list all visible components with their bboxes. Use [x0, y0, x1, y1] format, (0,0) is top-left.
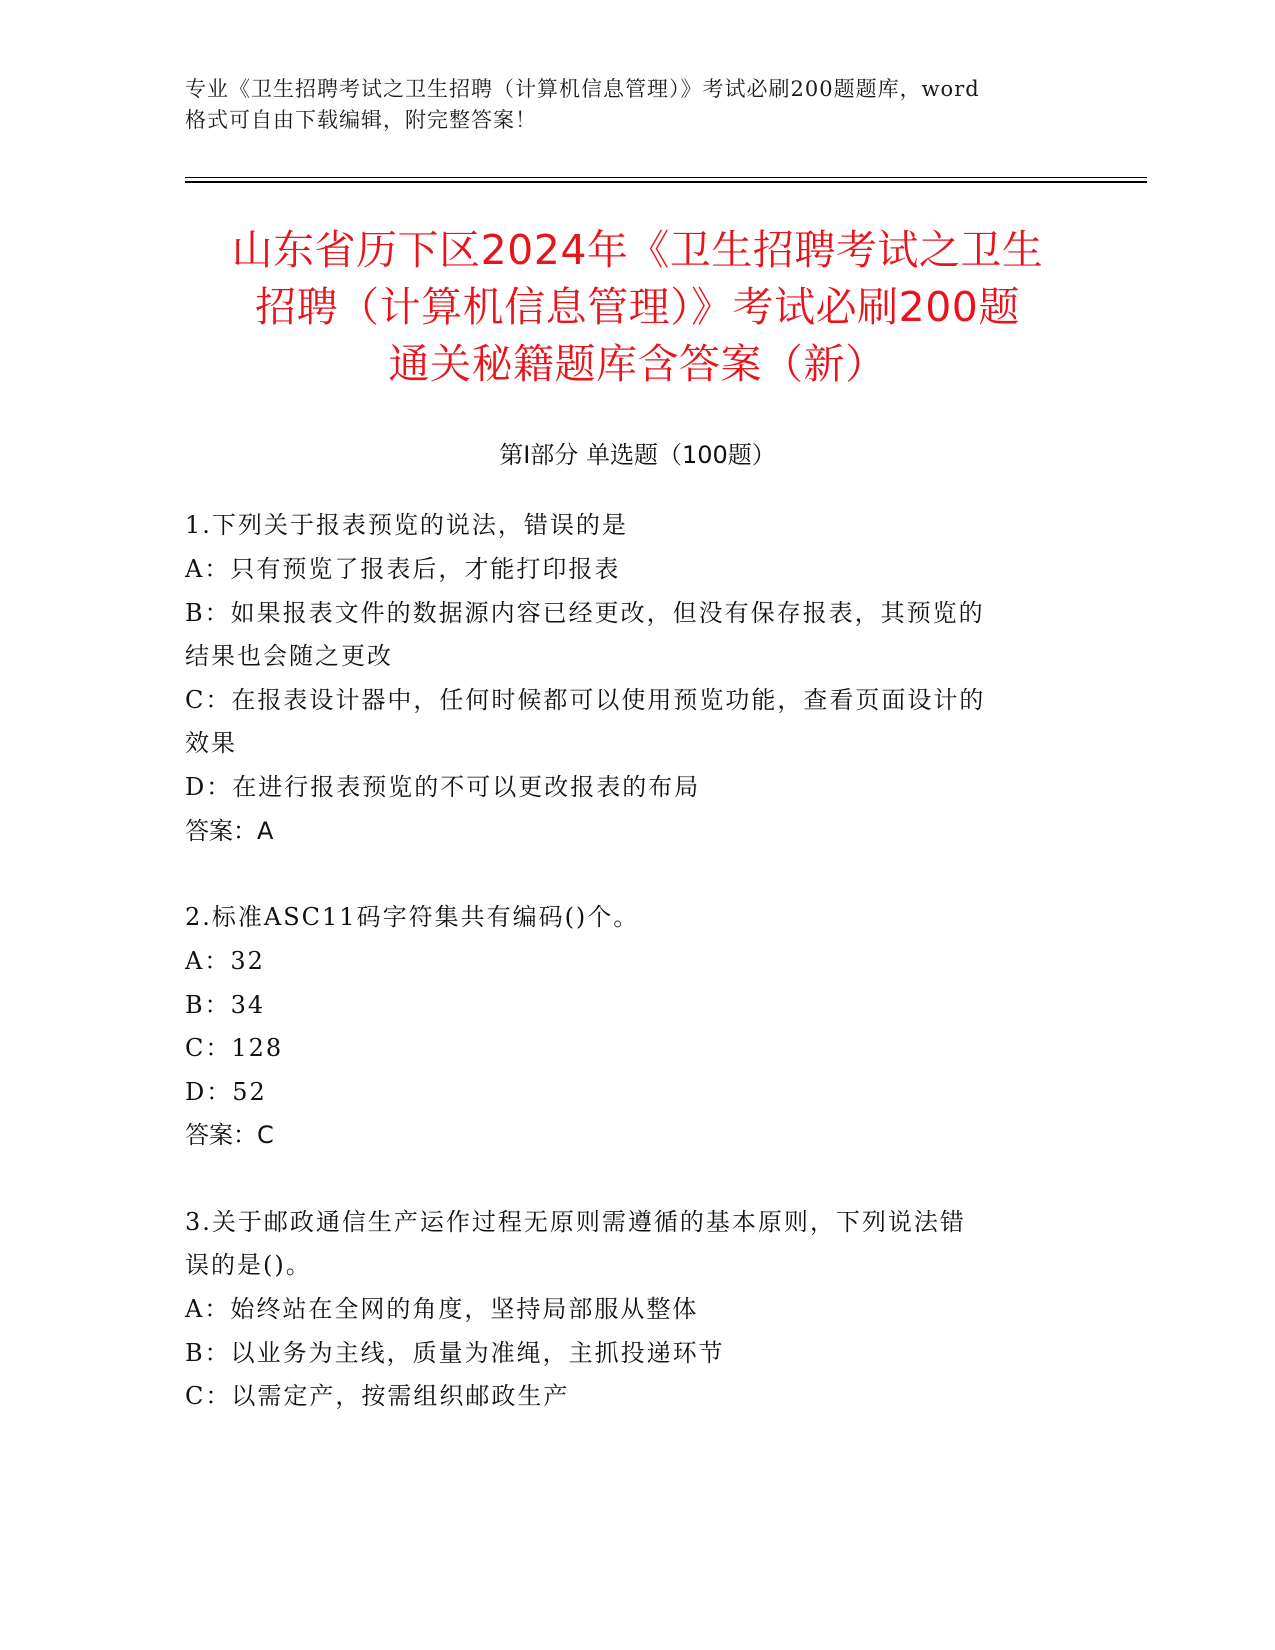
question-2-option-b: B：34 — [185, 991, 266, 1019]
question-1-option-c-cont: 效果 — [185, 729, 237, 757]
header-line-1: 专业《卫生招聘考试之卫生招聘（计算机信息管理）》考试必刷200题题库，word — [185, 77, 980, 101]
title-line-3: 通关秘籍题库含答案（新） — [388, 340, 887, 388]
document-header — [185, 74, 1085, 136]
question-1-option-b-cont: 结果也会随之更改 — [185, 642, 393, 670]
question-1-answer: 答案：A — [185, 817, 274, 845]
question-3-option-c: C：以需定产，按需组织邮政生产 — [185, 1382, 570, 1410]
question-1-option-d: D：在进行报表预览的不可以更改报表的布局 — [185, 773, 701, 801]
header-divider-thick — [185, 181, 1147, 183]
question-2-option-d: D：52 — [185, 1078, 267, 1106]
question-3-stem-cont: 误的是()。 — [185, 1251, 312, 1279]
question-3-option-b: B：以业务为主线，质量为准绳，主抓投递环节 — [185, 1339, 725, 1367]
section-heading: 第Ⅰ部分 单选题（100题） — [499, 441, 776, 469]
title-line-2: 招聘（计算机信息管理）》考试必刷200题 — [255, 283, 1020, 331]
question-1-option-b: B：如果报表文件的数据源内容已经更改，但没有保存报表，其预览的 — [185, 599, 985, 627]
question-1-option-a: A：只有预览了报表后，才能打印报表 — [185, 555, 621, 583]
question-2-option-a: A：32 — [185, 947, 265, 975]
header-line-2: 格式可自由下载编辑，附完整答案！ — [185, 108, 537, 132]
question-1-option-c: C：在报表设计器中，任何时候都可以使用预览功能，查看页面设计的 — [185, 686, 986, 714]
question-2-option-c: C：128 — [185, 1034, 284, 1062]
header-divider-thin — [185, 177, 1147, 178]
question-3-stem: 3.关于邮政通信生产运作过程无原则需遵循的基本原则，下列说法错 — [185, 1208, 966, 1236]
question-2-stem: 2.标准ASC11码字符集共有编码()个。 — [185, 903, 640, 931]
question-1-stem: 1.下列关于报表预览的说法，错误的是 — [185, 511, 628, 539]
title-line-1: 山东省历下区2024年《卫生招聘考试之卫生 — [231, 226, 1044, 274]
document-title — [185, 222, 1090, 393]
question-2-answer: 答案：C — [185, 1121, 274, 1149]
question-3-option-a: A：始终站在全网的角度，坚持局部服从整体 — [185, 1295, 699, 1323]
